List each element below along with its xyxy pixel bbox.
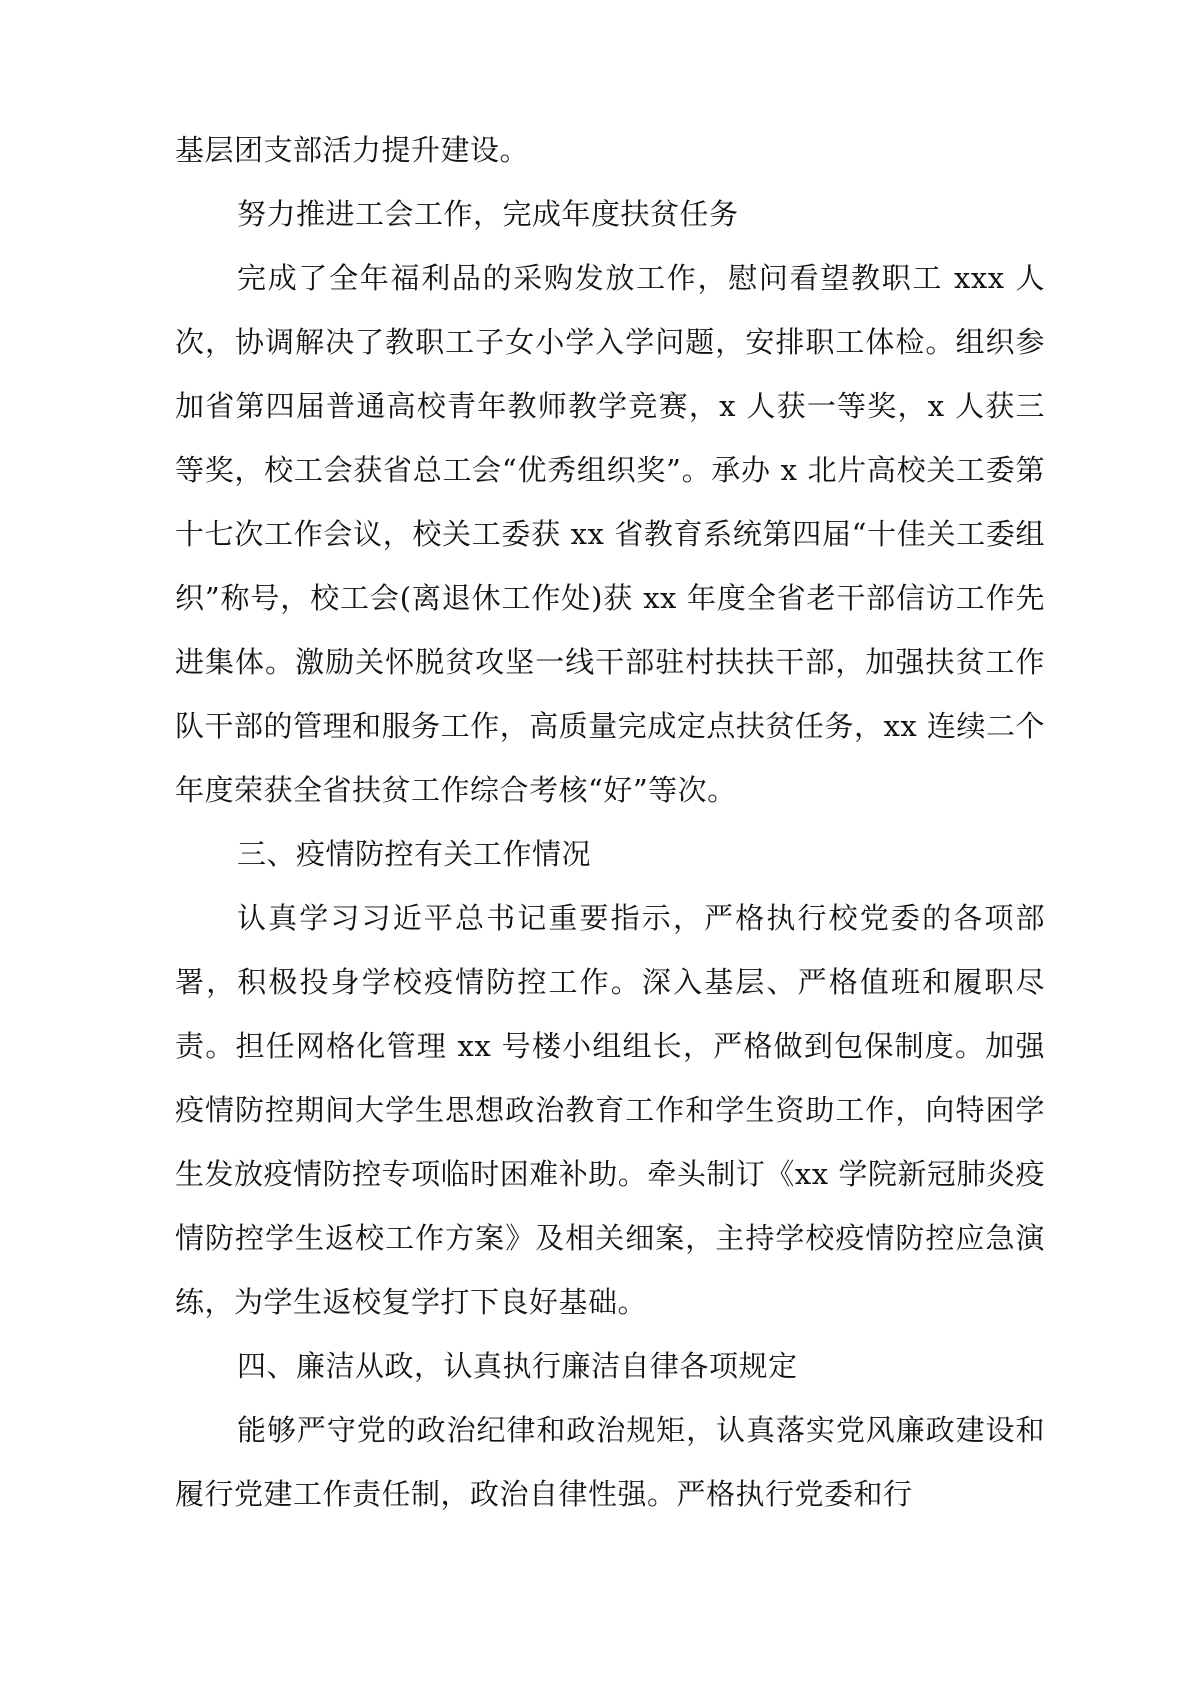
paragraph-epidemic: 认真学习习近平总书记重要指示，严格执行校党委的各项部署，积极投身学校疫情防控工作。深入基层、严格值班和履职尽责。担任网格化管理 xx 号楼小组组长，严格做到包保制度。加强疫情防控期间大学生思想政治教育工作和学生资助工作，向特困学生发放疫情防控专项临时困难补助。牵头制订《xx 学院新冠肺炎疫情防控学生返校工作方案》及相关细案，主持学校疫情防控应急演练，为学生返校复学打下良好基础。 (175, 901, 1045, 1319)
section-heading-integrity: 四、廉洁从政，认真执行廉洁自律各项规定 (237, 1349, 798, 1383)
paragraph-integrity: 能够严守党的政治纪律和政治规矩，认真落实党风廉政建设和履行党建工作责任制，政治自律性强。严格执行党委和行 (175, 1413, 1045, 1511)
section-heading-epidemic: 三、疫情防控有关工作情况 (237, 837, 592, 871)
document-body (175, 118, 1045, 1526)
paragraph-continuation: 基层团支部活力提升建设。 (175, 133, 530, 167)
paragraph-union-work: 完成了全年福利品的采购发放工作，慰问看望教职工 xxx 人次，协调解决了教职工子女小学入学问题，安排职工体检。组织参加省第四届普通高校青年教师教学竞赛，x 人获一等奖，x 人获三等奖，校工会获省总工会“优秀组织奖”。承办 x 北片高校关工委第十七次工作会议，校关工委获 xx 省教育系统第四届“十佳关工委组织”称号，校工会(离退休工作处)获 xx 年度全省老干部信访工作先进集体。激励关怀脱贫攻坚一线干部驻村扶扶干部，加强扶贫工作队干部的管理和服务工作，高质量完成定点扶贫任务，xx 连续二个年度荣获全省扶贫工作综合考核“好”等次。 (175, 261, 1045, 807)
section-heading-union-work: 努力推进工会工作，完成年度扶贫任务 (237, 197, 739, 231)
